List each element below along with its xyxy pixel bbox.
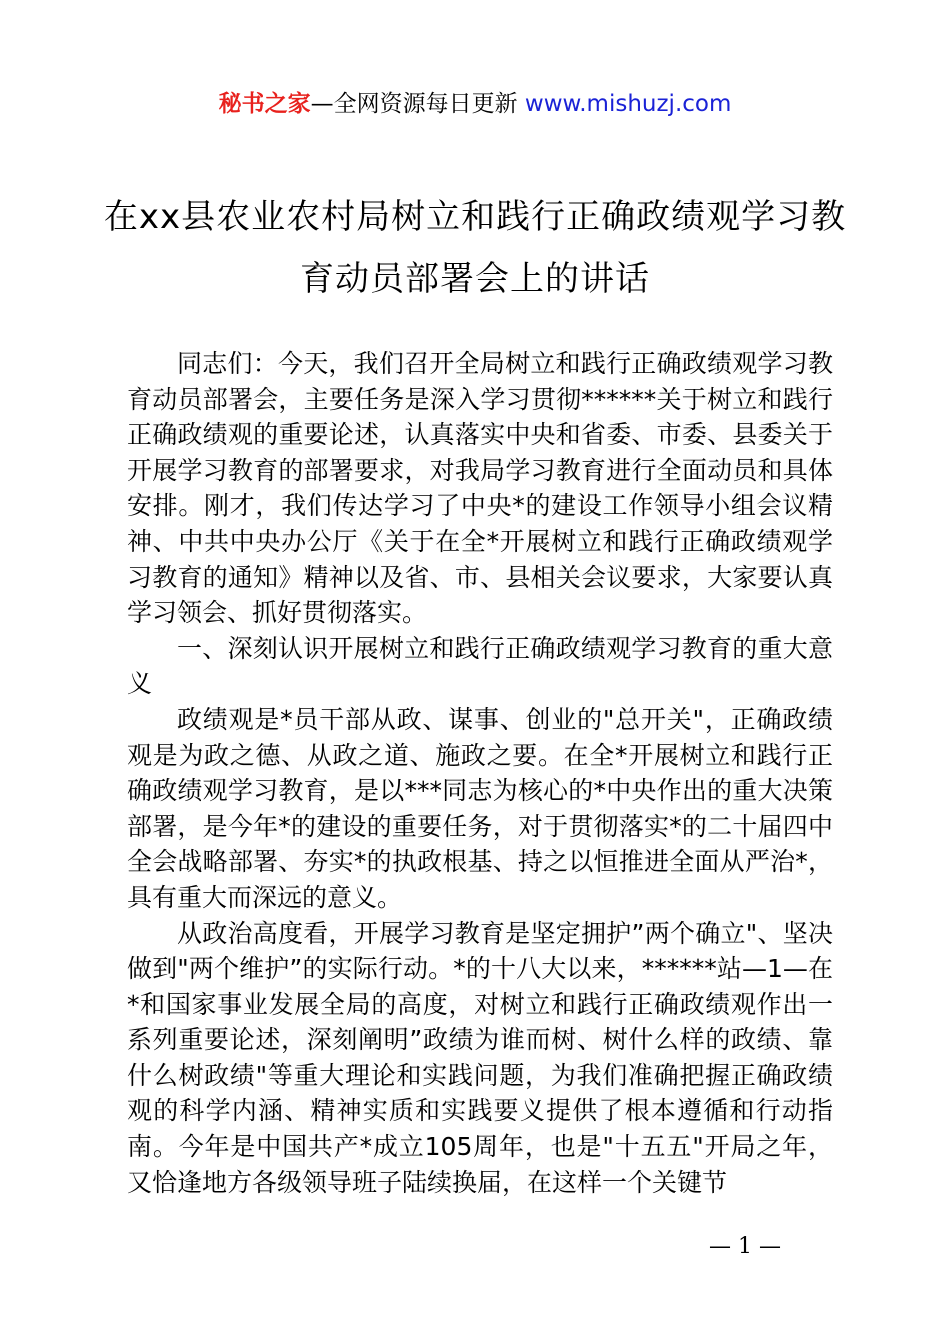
document-body xyxy=(127,346,833,1200)
paragraph-opening: 同志们：今天，我们召开全局树立和践行正确政绩观学习教育动员部署会，主要任务是深入学习贯彻******关于树立和践行正确政绩观的重要论述，认真落实中央和省委、市委、县委关于开展学习教育的部署要求，对我局学习教育进行全面动员和具体安排。刚才，我们传达学习了中央*的建设工作领导小组会议精神、中共中央办公厅《关于在全*开展树立和践行正确政绩观学习教育的通知》精神以及省、市、县相关会议要求，大家要认真学习领会、抓好贯彻落实。 xyxy=(127,349,833,628)
site-header xyxy=(0,88,950,120)
page-number: — 1 — xyxy=(709,1234,781,1259)
document-title: 在xx县农业农村局树立和践行正确政绩观学习教育动员部署会上的讲话 xyxy=(103,197,847,299)
site-tagline: —全网资源每日更新 xyxy=(310,91,525,117)
site-brand: 秘书之家 xyxy=(218,91,311,117)
paragraph-significance: 政绩观是*员干部从政、谋事、创业的"总开关"，正确政绩观是为政之德、从政之道、施政之要。在全*开展树立和践行正确政绩观学习教育，是以***同志为核心的*中央作出的重大决策部署，是今年*的建设的重要任务，对于贯彻落实*的二十届四中全会战略部署、夯实*的执政根基、持之以恒推进全面从严治*，具有重大而深远的意义。 xyxy=(127,704,833,912)
section-heading-1: 一、深刻认识开展树立和践行正确政绩观学习教育的重大意义 xyxy=(127,633,833,699)
paragraph-political-height: 从政治高度看，开展学习教育是坚定拥护”两个确立"、坚决做到"两个维护”的实际行动。*的十八大以来，******站—1—在*和国家事业发展全局的高度，对树立和践行正确政绩观作出一系列重要论述，深刻阐明”政绩为谁而树、树什么样的政绩、靠什么树政绩"等重大理论和实践问题，为我们准确把握正确政绩观的科学内涵、精神实质和实践要义提供了根本遵循和行动指南。今年是中国共产*成立105周年，也是"十五五"开局之年，又恰逢地方各级领导班子陆续换届，在这样一个关键节 xyxy=(127,918,833,1197)
site-url-link[interactable]: www.mishuzj.com xyxy=(524,91,732,117)
